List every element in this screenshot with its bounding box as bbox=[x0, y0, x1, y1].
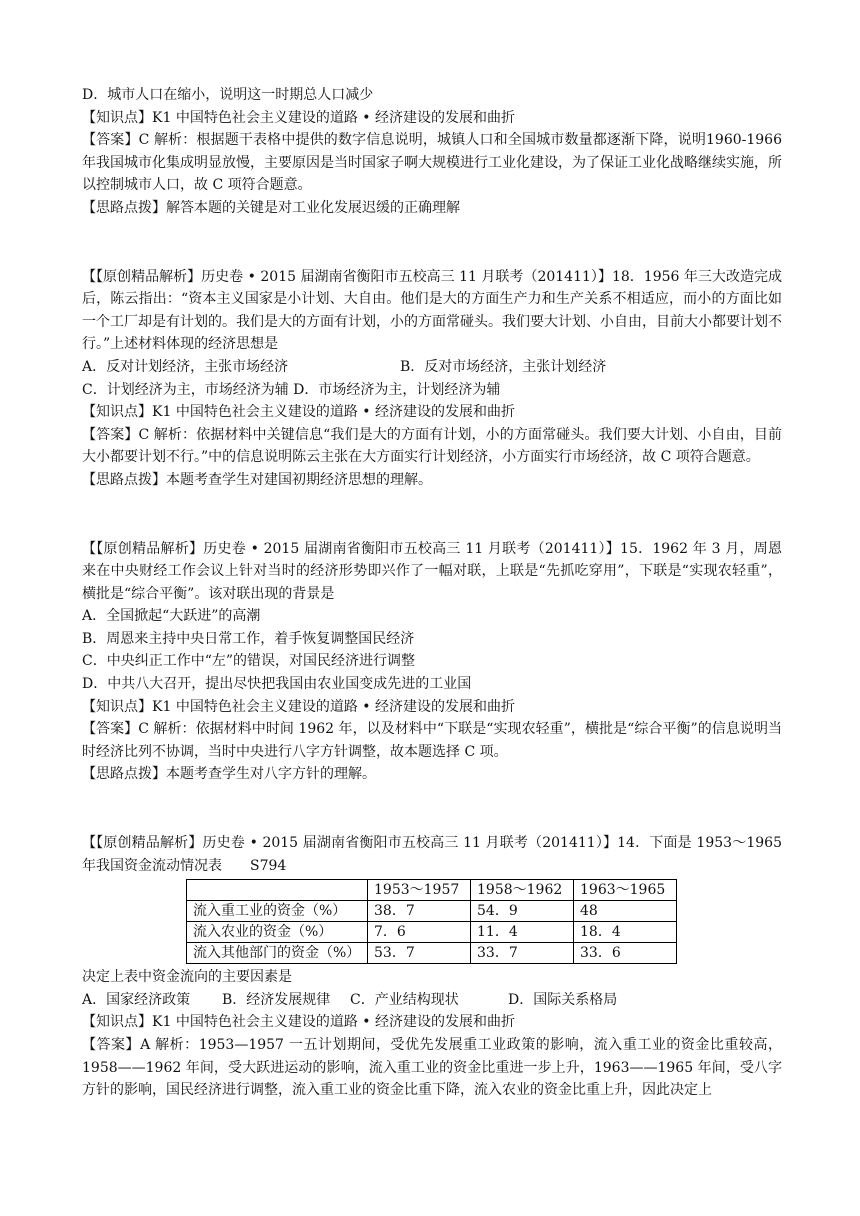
option-a: A．全国掀起“大跃进”的高潮 bbox=[82, 608, 261, 625]
option-d: D．国际关系格局 bbox=[508, 991, 618, 1008]
table-cell: 流入其他部门的资金（%） bbox=[187, 943, 368, 964]
answer-analysis: 【答案】A 解析：1953—1957 一五计划期间，受优先发展重工业政策的影响，流入重工业的资金比重较高，1958——1962 年间，受大跃进运动的影响，流入重工业的资金比重进一步上升，1963——1965 年间，受八字方针的影响，国民经济进行调整，流入重工业的资金比重下降，流入农业的资金比重上升，因此决定上 bbox=[82, 1037, 782, 1099]
table-cell: 33．6 bbox=[574, 943, 677, 964]
spacer bbox=[82, 220, 782, 266]
question-block-prev bbox=[82, 84, 782, 220]
option-c: C．中央纠正工作中“左”的错误，对国民经济进行调整 bbox=[82, 653, 416, 670]
knowledge-point: 【知识点】K1 中国特色社会主义建设的道路 • 经济建设的发展和曲折 bbox=[82, 404, 515, 421]
table-row bbox=[187, 901, 677, 922]
answer-analysis: 【答案】C 解析：依据材料中关键信息“我们是大的方面有计划，小的方面常碰头。我们要大计划、小自由，目前大小都要计划不行。”中的信息说明陈云主张在大方面实行计划经济，小方面实行市场经济，故 C 项符合题意。 bbox=[82, 426, 782, 466]
table-cell: 7．6 bbox=[368, 922, 471, 943]
solution-hint: 【思路点拨】本题考查学生对建国初期经济思想的理解。 bbox=[82, 471, 432, 488]
table-header-cell bbox=[187, 880, 368, 901]
option-d: D．城市人口在缩小，说明这一时期总人口减少 bbox=[82, 87, 374, 103]
question-text: 【【原创精品解析】历史卷 • 2015 届湖南省衡阳市五校高三 11 月联考（201411）】18．1956 年三大改造完成后，陈云指出：“资本主义国家是小计划、大自由。他们是大的方面生产力和生产关系不相适应，而小的方面比如一个工厂却是有计划的。我们是大的方面有计划，小的方面常碰头。我们要大计划、小自由，目前大小都要计划不行。”上述材料体现的经济思想是 bbox=[82, 268, 782, 353]
question-text: 【【原创精品解析】历史卷 • 2015 届湖南省衡阳市五校高三 11 月联考（201411）】15．1962 年 3 月，周恩来在中央财经工作会议上针对当时的经济形势即兴作了一幅对联，上联是“先抓吃穿用”，下联是“实现农轻重”，横批是“综合平衡”。该对联出现的背景是 bbox=[82, 540, 782, 602]
question-text: 【【原创精品解析】历史卷 • 2015 届湖南省衡阳市五校高三 11 月联考（201411）】14．下面是 1953～1965 年我国资金流动情况表 S794 bbox=[82, 835, 782, 874]
question-block-18 bbox=[82, 266, 782, 492]
knowledge-point: 【知识点】K1 中国特色社会主义建设的道路 • 经济建设的发展和曲折 bbox=[82, 1014, 515, 1031]
option-b: B．周恩来主持中央日常工作，着手恢复调整国民经济 bbox=[82, 630, 415, 647]
table-cell: 流入重工业的资金（%） bbox=[187, 901, 368, 922]
knowledge-point: 【知识点】K1 中国特色社会主义建设的道路 • 经济建设的发展和曲折 bbox=[82, 109, 515, 126]
question-block-15 bbox=[82, 538, 782, 787]
table-header-row bbox=[187, 880, 677, 901]
table-row bbox=[187, 922, 677, 943]
option-b: B．经济发展规律 bbox=[222, 991, 331, 1008]
table-cell: 18．4 bbox=[574, 922, 677, 943]
table-header-cell: 1963～1965 bbox=[574, 880, 677, 901]
table-row bbox=[187, 943, 677, 964]
capital-flow-table bbox=[186, 879, 677, 964]
solution-hint: 【思路点拨】本题考查学生对八字方针的理解。 bbox=[82, 766, 376, 783]
option-d: D．中共八大召开，提出尽快把我国由农业国变成先进的工业国 bbox=[82, 676, 472, 693]
option-a: A．反对计划经济，主张市场经济 bbox=[82, 358, 289, 375]
table-cell: 38．7 bbox=[368, 901, 471, 922]
option-a: A．国家经济政策 bbox=[82, 991, 191, 1008]
table-cell: 流入农业的资金（%） bbox=[187, 922, 368, 943]
question-stem: 决定上表中资金流向的主要因素是 bbox=[82, 969, 292, 986]
table-cell: 48 bbox=[574, 901, 677, 922]
spacer bbox=[82, 786, 782, 832]
table-cell: 11．4 bbox=[471, 922, 574, 943]
table-header-cell: 1958～1962 bbox=[471, 880, 574, 901]
table-cell: 54．9 bbox=[471, 901, 574, 922]
answer-analysis: 【答案】C 解析：依据材料中时间 1962 年，以及材料中“下联是“实现农轻重”，横批是“综合平衡”的信息说明当时经济比列不协调，当时中央进行八字方针调整，故本题选择 C 项。 bbox=[82, 721, 782, 760]
spacer bbox=[82, 492, 782, 538]
options-ab bbox=[82, 356, 782, 379]
question-block-14 bbox=[82, 832, 782, 1102]
table-cell: 33．7 bbox=[471, 943, 574, 964]
options-row bbox=[82, 989, 782, 1012]
document-page bbox=[82, 84, 782, 1102]
options-cd: C．计划经济为主，市场经济为辅 D．市场经济为主，计划经济为辅 bbox=[82, 381, 501, 398]
table-header-cell: 1953～1957 bbox=[368, 880, 471, 901]
knowledge-point: 【知识点】K1 中国特色社会主义建设的道路 • 经济建设的发展和曲折 bbox=[82, 698, 515, 715]
solution-hint: 【思路点拨】解答本题的关键是对工业化发展迟缓的正确理解 bbox=[82, 199, 460, 216]
table-cell: 53．7 bbox=[368, 943, 471, 964]
answer-analysis: 【答案】C 解析：根据题干表格中提供的数字信息说明，城镇人口和全国城市数量都逐渐下降，说明1960-1966 年我国城市化集成明显放慢，主要原因是当时国家子啊大规模进行工业化建设，为了保证工业化战略继续实施，所以控制城市人口，故 C 项符合题意。 bbox=[82, 132, 782, 194]
option-b: B．反对市场经济，主张计划经济 bbox=[400, 358, 607, 375]
option-c: C．产业结构现状 bbox=[350, 991, 459, 1008]
